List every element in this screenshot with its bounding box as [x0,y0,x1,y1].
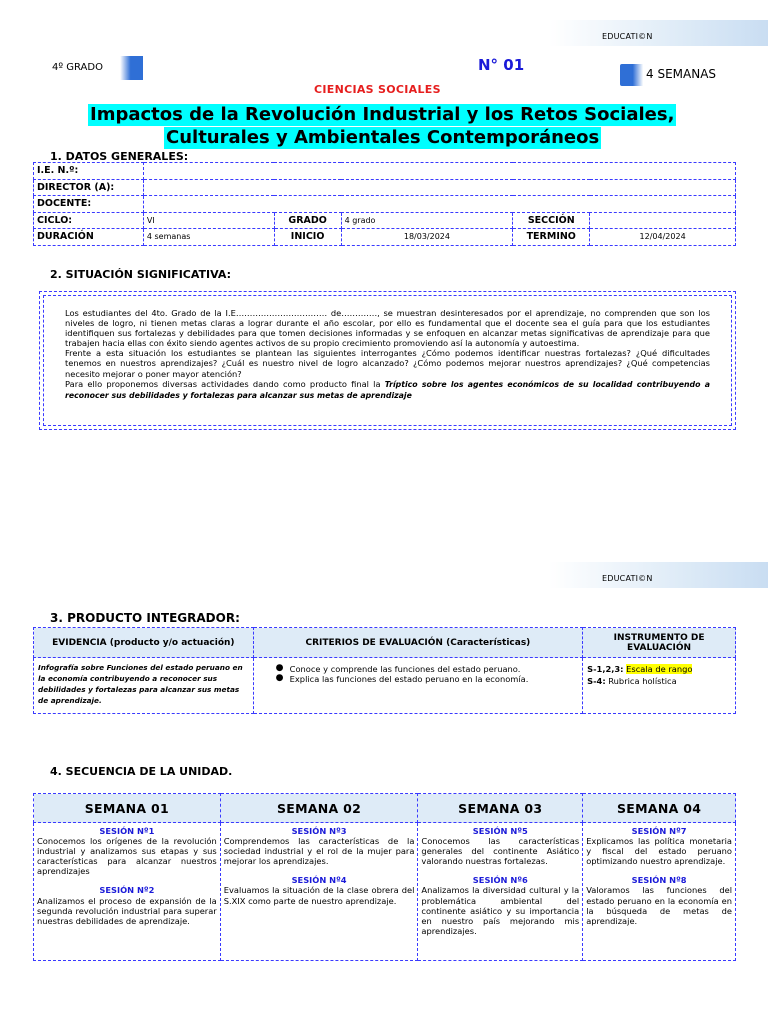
table-row [34,163,736,180]
session-title-5: SESIÓN Nº5 [472,826,528,836]
situacion-paragraph-1: Los estudiantes del 4to. Grado de la I.E…………………………… de…………., se muestran desinteresados por el aprendizaje, no comprenden que son los niveles de logro, ni tienen metas claras a lograr durante el año escolar, por ello es fundamental que el docente sea el guía para que los estudiantes identifiquen sus fortalezas y debilidades para que tomen decisiones informadas y se enfoquen en alcanzar metas significativas de aprendizaje para que trabajen hacia ellas con éxito siendo agentes activos de su propio crecimiento promoviendo así la autonomía y autoestima. [65,308,710,349]
seccion-value [590,212,736,229]
evidencia-cell: Infografía sobre Funciones del estado peruano en la economía contribuyendo a reconocer sus debilidades y fortalezas para alcanzar sus metas de aprendizaje. [34,658,254,714]
duracion-label: DURACIÓN [34,229,144,246]
termino-value: 12/04/2024 [590,229,736,246]
director-label: DIRECTOR (A): [34,179,144,196]
situacion-box [39,291,736,430]
session-text-2: Analizamos el proceso de expansión de la segunda revolución industrial para superar nuestras debilidades de aprendizaje. [37,895,217,926]
grade-label: 4º GRADO [52,62,103,73]
table-row [34,196,736,213]
education-banner-middle [549,562,768,588]
subject-label: CIENCIAS SOCIALES [314,83,441,96]
table-header-row [34,628,736,658]
week-header-4: SEMANA 04 [583,794,736,823]
week-2-cell [220,823,418,961]
termino-label: TERMINO [513,229,590,246]
inicio-value: 18/03/2024 [341,229,513,246]
ciclo-value: VI [143,212,274,229]
session-text-5: Conocemos las características generales del continente Asiático valorando nuestras fortalezas. [421,836,580,867]
docente-value [143,196,735,213]
session-title-1: SESIÓN Nº1 [99,826,155,836]
title-line-2: Culturales y Ambientales Contemporáneos [166,127,600,148]
education-label-top: EDUCATI©N [602,32,653,41]
section-heading-situacion: 2. SITUACIÓN SIGNIFICATIVA: [50,268,232,281]
director-value [143,179,735,196]
section-heading-datos: 1. DATOS GENERALES: [50,150,189,163]
session-text-3: Comprendemos las características de la sociedad industrial y el rol de la mujer para mejorar los aprendizajes. [223,836,415,867]
instrumento-line-1 [587,664,731,674]
title-line-1: Impactos de la Revolución Industrial y los Retos Sociales, [90,104,675,125]
producto-table [33,627,736,714]
col-criterios: CRITERIOS DE EVALUACIÓN (Características) [253,628,582,658]
education-banner-top [549,20,768,46]
table-header-row [34,794,736,823]
week-1-cell [34,823,221,961]
instrumento-2-code: S-4: [587,676,606,686]
secuencia-table [33,793,736,961]
col-evidencia: EVIDENCIA (producto y/o actuación) [34,628,254,658]
ciclo-label: CICLO: [34,212,144,229]
week-3-cell [418,823,583,961]
criterios-cell [253,658,582,714]
situacion-text [65,308,710,401]
instrumento-2-text: Rubrica holística [608,676,677,686]
datos-generales-table [33,162,736,246]
situacion-paragraph-3-italic: Tríptico sobre los agentes económicos de su localidad contribuyendo a reconocer sus debilidades y fortalezas para alcanzar sus metas de aprendizaje [65,379,710,400]
session-title-8: SESIÓN Nº8 [631,875,687,886]
ie-label: I.E. N.º: [34,163,144,180]
unit-number: N° 01 [478,56,525,74]
grado-label: GRADO [274,212,341,229]
col-instrumento: INSTRUMENTO DE EVALUACIÓN [583,628,736,658]
seccion-label: SECCIÓN [513,212,590,229]
ie-value [143,163,735,180]
list-item: ● Conoce y comprende las funciones del estado peruano. [276,664,578,674]
session-title-3: SESIÓN Nº3 [291,826,347,836]
docente-label: DOCENTE: [34,196,144,213]
session-text-1: Conocemos los orígenes de la revolución industrial y analizamos sus etapas y sus características para alcanzar nuestros aprendizajes [37,836,217,877]
section-heading-secuencia: 4. SECUENCIA DE LA UNIDAD. [50,765,233,778]
instrumento-cell [583,658,736,714]
situacion-paragraph-3 [65,379,710,401]
table-row [34,658,736,714]
session-text-8: Valoramos las funciones del estado peruano en la economía en la búsqueda de metas de aprendizaje. [586,885,732,926]
session-title-4: SESIÓN Nº4 [291,875,347,886]
situacion-paragraph-3-plain: Para ello proponemos diversas actividades dando como producto final la [65,378,385,389]
week-header-3: SEMANA 03 [418,794,583,823]
list-item: ● Explica las funciones del estado peruano en la economía. [276,674,578,684]
weeks-box [620,64,736,86]
situacion-paragraph-2: Frente a esta situación los estudiantes se plantean las siguientes interrogantes ¿Cómo podemos identificar nuestras fortalezas? ¿Qué dificultades tenemos en nuestros aprendizajes? ¿Cuál es nuestro nivel de logro alcanzado? ¿Cómo podemos mejorar nuestros aprendizajes? ¿Qué competencias necesito mejorar o poner mayor atención? [65,348,710,379]
week-4-cell [583,823,736,961]
grado-value: 4 grado [341,212,513,229]
instrumento-1-code: S-1,2,3: [587,664,624,674]
table-row [34,229,736,246]
session-text-4: Evaluamos la situación de la clase obrera del S.XIX como parte de nuestro aprendizaje. [223,885,415,906]
inicio-label: INICIO [274,229,341,246]
session-title-6: SESIÓN Nº6 [472,875,528,886]
table-row [34,179,736,196]
table-row [34,212,736,229]
table-row [34,823,736,961]
education-label-middle: EDUCATI©N [602,574,653,583]
instrumento-1-text: Escala de rango [626,664,693,674]
session-title-7: SESIÓN Nº7 [631,826,687,836]
week-header-2: SEMANA 02 [220,794,418,823]
session-text-6: Analizamos la diversidad cultural y la problemática ambiental del continente asiático y su importancia en nuestro país mejorando mis aprendizajes. [421,885,580,936]
duracion-value: 4 semanas [143,229,274,246]
week-header-1: SEMANA 01 [34,794,221,823]
section-heading-producto: 3. PRODUCTO INTEGRADOR: [50,611,240,625]
session-text-7: Explicamos las política monetaria y fiscal del estado peruano optimizando nuestro aprendizaje. [586,836,732,867]
weeks-label: 4 SEMANAS [646,67,717,81]
session-title-2: SESIÓN Nº2 [99,885,155,896]
grade-box [39,56,143,80]
instrumento-line-2 [587,676,731,686]
criterios-list [276,664,578,684]
